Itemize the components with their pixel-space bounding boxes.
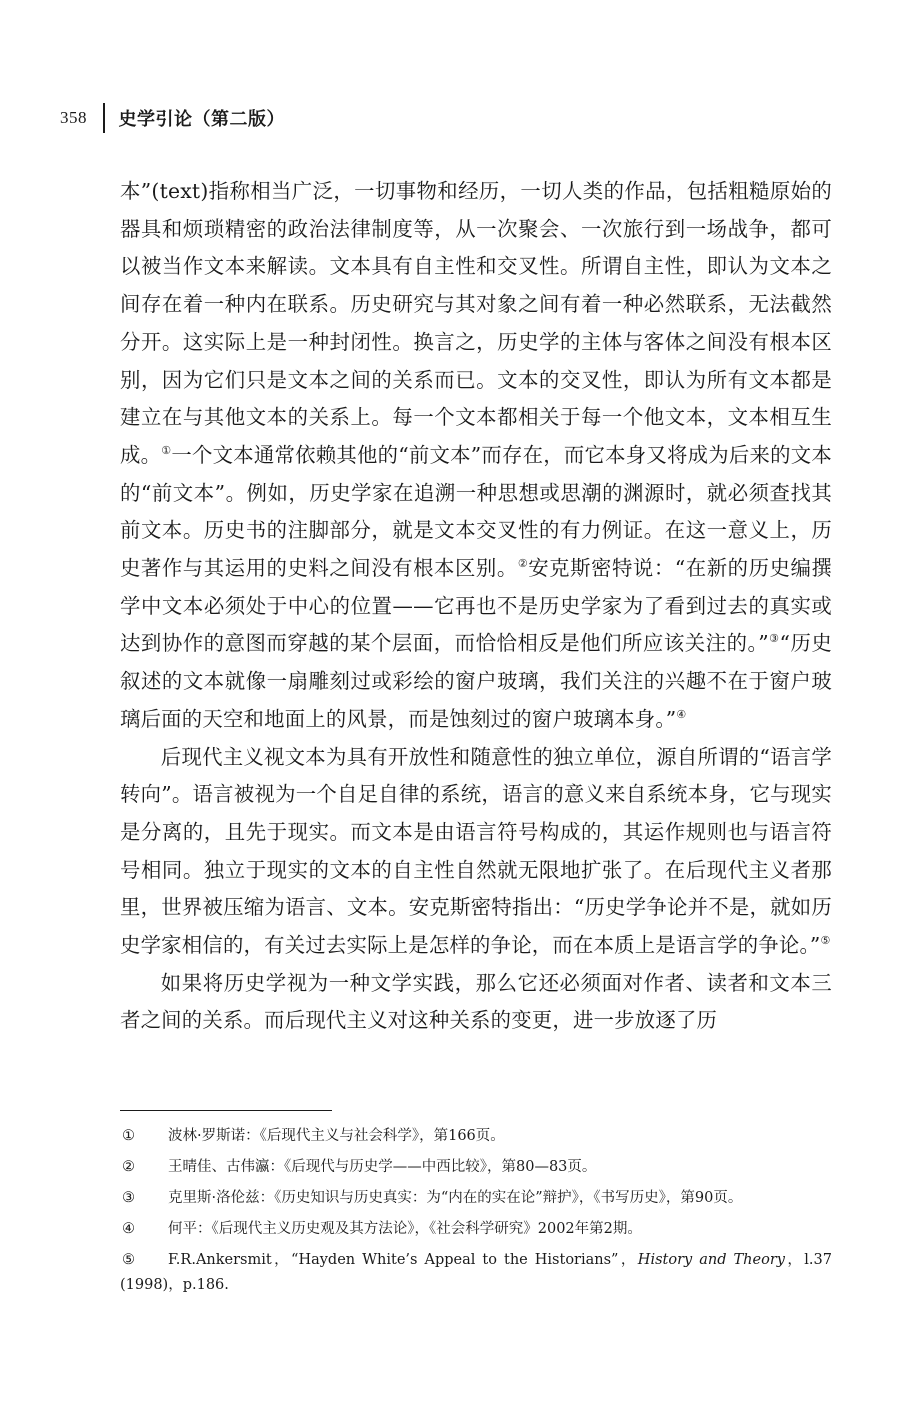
paragraph-3 bbox=[120, 965, 832, 1040]
footnote-marker: ③ bbox=[122, 1190, 135, 1206]
paragraph-1-text-1: 本”(text)指称相当广泛，一切事物和经历，一切人类的作品，包括粗糙原始的器具和烦琐精密的政治法律制度等，从一次聚会、一次旅行到一场战争，都可以被当作文本来解读。文本具有自主性和交叉性。所谓自主性，即认为文本之间存在着一种内在联系。历史研究与其对象之间有着一种必然联系，无法截然分开。这实际上是一种封闭性。换言之，历史学的主体与客体之间没有根本区别，因为它们只是文本之间的关系而已。文本的交叉性，即认为所有文本都是建立在与其他文本的关系上。每一个文本都相关于每一个他文本，文本相互生成。 bbox=[120, 179, 832, 467]
paragraph-1-text-3: 安克斯密特说：“在新的历史编撰学中文本必须处于中心的位置——它再也不是历史学家为了看到过去的真实或达到协作的意图而穿越的某个层面，而恰恰相反是他们所应该关注的。” bbox=[120, 556, 832, 656]
paragraph-2 bbox=[120, 739, 832, 965]
paragraph-1-text-2: 一个文本通常依赖其他的“前文本”而存在，而它本身又将成为后来的文本的“前文本”。例如，历史学家在追溯一种思想或思潮的渊源时，就必须查找其前文本。历史书的注脚部分，就是文本交叉性的有力例证。在这一意义上，历史著作与其运用的史料之间没有根本区别。 bbox=[120, 442, 832, 581]
header-divider bbox=[103, 103, 105, 133]
footnote-ref-3: ③ bbox=[768, 632, 780, 646]
footnote-ref-2: ② bbox=[517, 557, 529, 571]
footnote-3 bbox=[120, 1186, 832, 1211]
footnote-marker: ④ bbox=[122, 1221, 135, 1237]
footnotes bbox=[120, 1124, 832, 1304]
book-title: 史学引论（第二版） bbox=[118, 109, 285, 130]
footnote-text: 王晴佳、古伟瀛：《后现代与历史学——中西比较》，第80—83页。 bbox=[168, 1159, 597, 1175]
footnote-journal-title: History and Theory bbox=[637, 1252, 785, 1268]
footnote-rule bbox=[120, 1110, 332, 1111]
footnote-2 bbox=[120, 1155, 832, 1180]
paragraph-3-text: 如果将历史学视为一种文学实践，那么它还必须面对作者、读者和文本三者之间的关系。而后现代主义对这种关系的变更，进一步放逐了历 bbox=[120, 970, 832, 1033]
footnote-text: 波林·罗斯诺：《后现代主义与社会科学》，第166页。 bbox=[168, 1128, 505, 1144]
footnote-marker: ① bbox=[122, 1128, 135, 1144]
footnote-marker: ⑤ bbox=[122, 1252, 135, 1268]
paragraph-2-text: 后现代主义视文本为具有开放性和随意性的独立单位，源自所谓的“语言学转向”。语言被视为一个自足自律的系统，语言的意义来自系统本身，它与现实是分离的，且先于现实。而文本是由语言符号构成的，其运作规则也与语言符号相同。独立于现实的文本的自主性自然就无限地扩张了。在后现代主义者那里，世界被压缩为语言、文本。安克斯密特指出：“历史学争论并不是，就如历史学家相信的，有关过去实际上是怎样的争论，而在本质上是语言学的争论。” bbox=[120, 744, 832, 958]
page-number: 358 bbox=[60, 108, 87, 127]
footnote-text: F.R.Ankersmit，“Hayden White’s Appeal to the Historians”， bbox=[168, 1252, 638, 1268]
footnote-4 bbox=[120, 1217, 832, 1242]
footnote-text: 克里斯·洛伦兹：《历史知识与历史真实：为“内在的实在论”辩护》，《书写历史》，第90页。 bbox=[168, 1190, 743, 1206]
paragraph-1-text-4: “历史叙述的文本就像一扇雕刻过或彩绘的窗户玻璃，我们关注的兴趣不在于窗户玻璃后面的天空和地面上的风景，而是蚀刻过的窗户玻璃本身。” bbox=[120, 631, 833, 731]
footnote-text: 何平：《后现代主义历史观及其方法论》，《社会科学研究》2002年第2期。 bbox=[168, 1221, 642, 1237]
footnote-1 bbox=[120, 1124, 832, 1149]
footnote-marker: ② bbox=[122, 1159, 135, 1175]
footnote-ref-5: ⑤ bbox=[820, 934, 831, 948]
footnote-5 bbox=[120, 1248, 832, 1298]
paragraph-1 bbox=[120, 173, 832, 739]
body-text bbox=[120, 173, 832, 1040]
footnote-ref-1: ① bbox=[161, 444, 172, 458]
running-header bbox=[60, 100, 285, 136]
footnote-ref-4: ④ bbox=[676, 708, 687, 722]
footnote-text-end: ，l.37 (1998)，p.186. bbox=[120, 1252, 832, 1293]
